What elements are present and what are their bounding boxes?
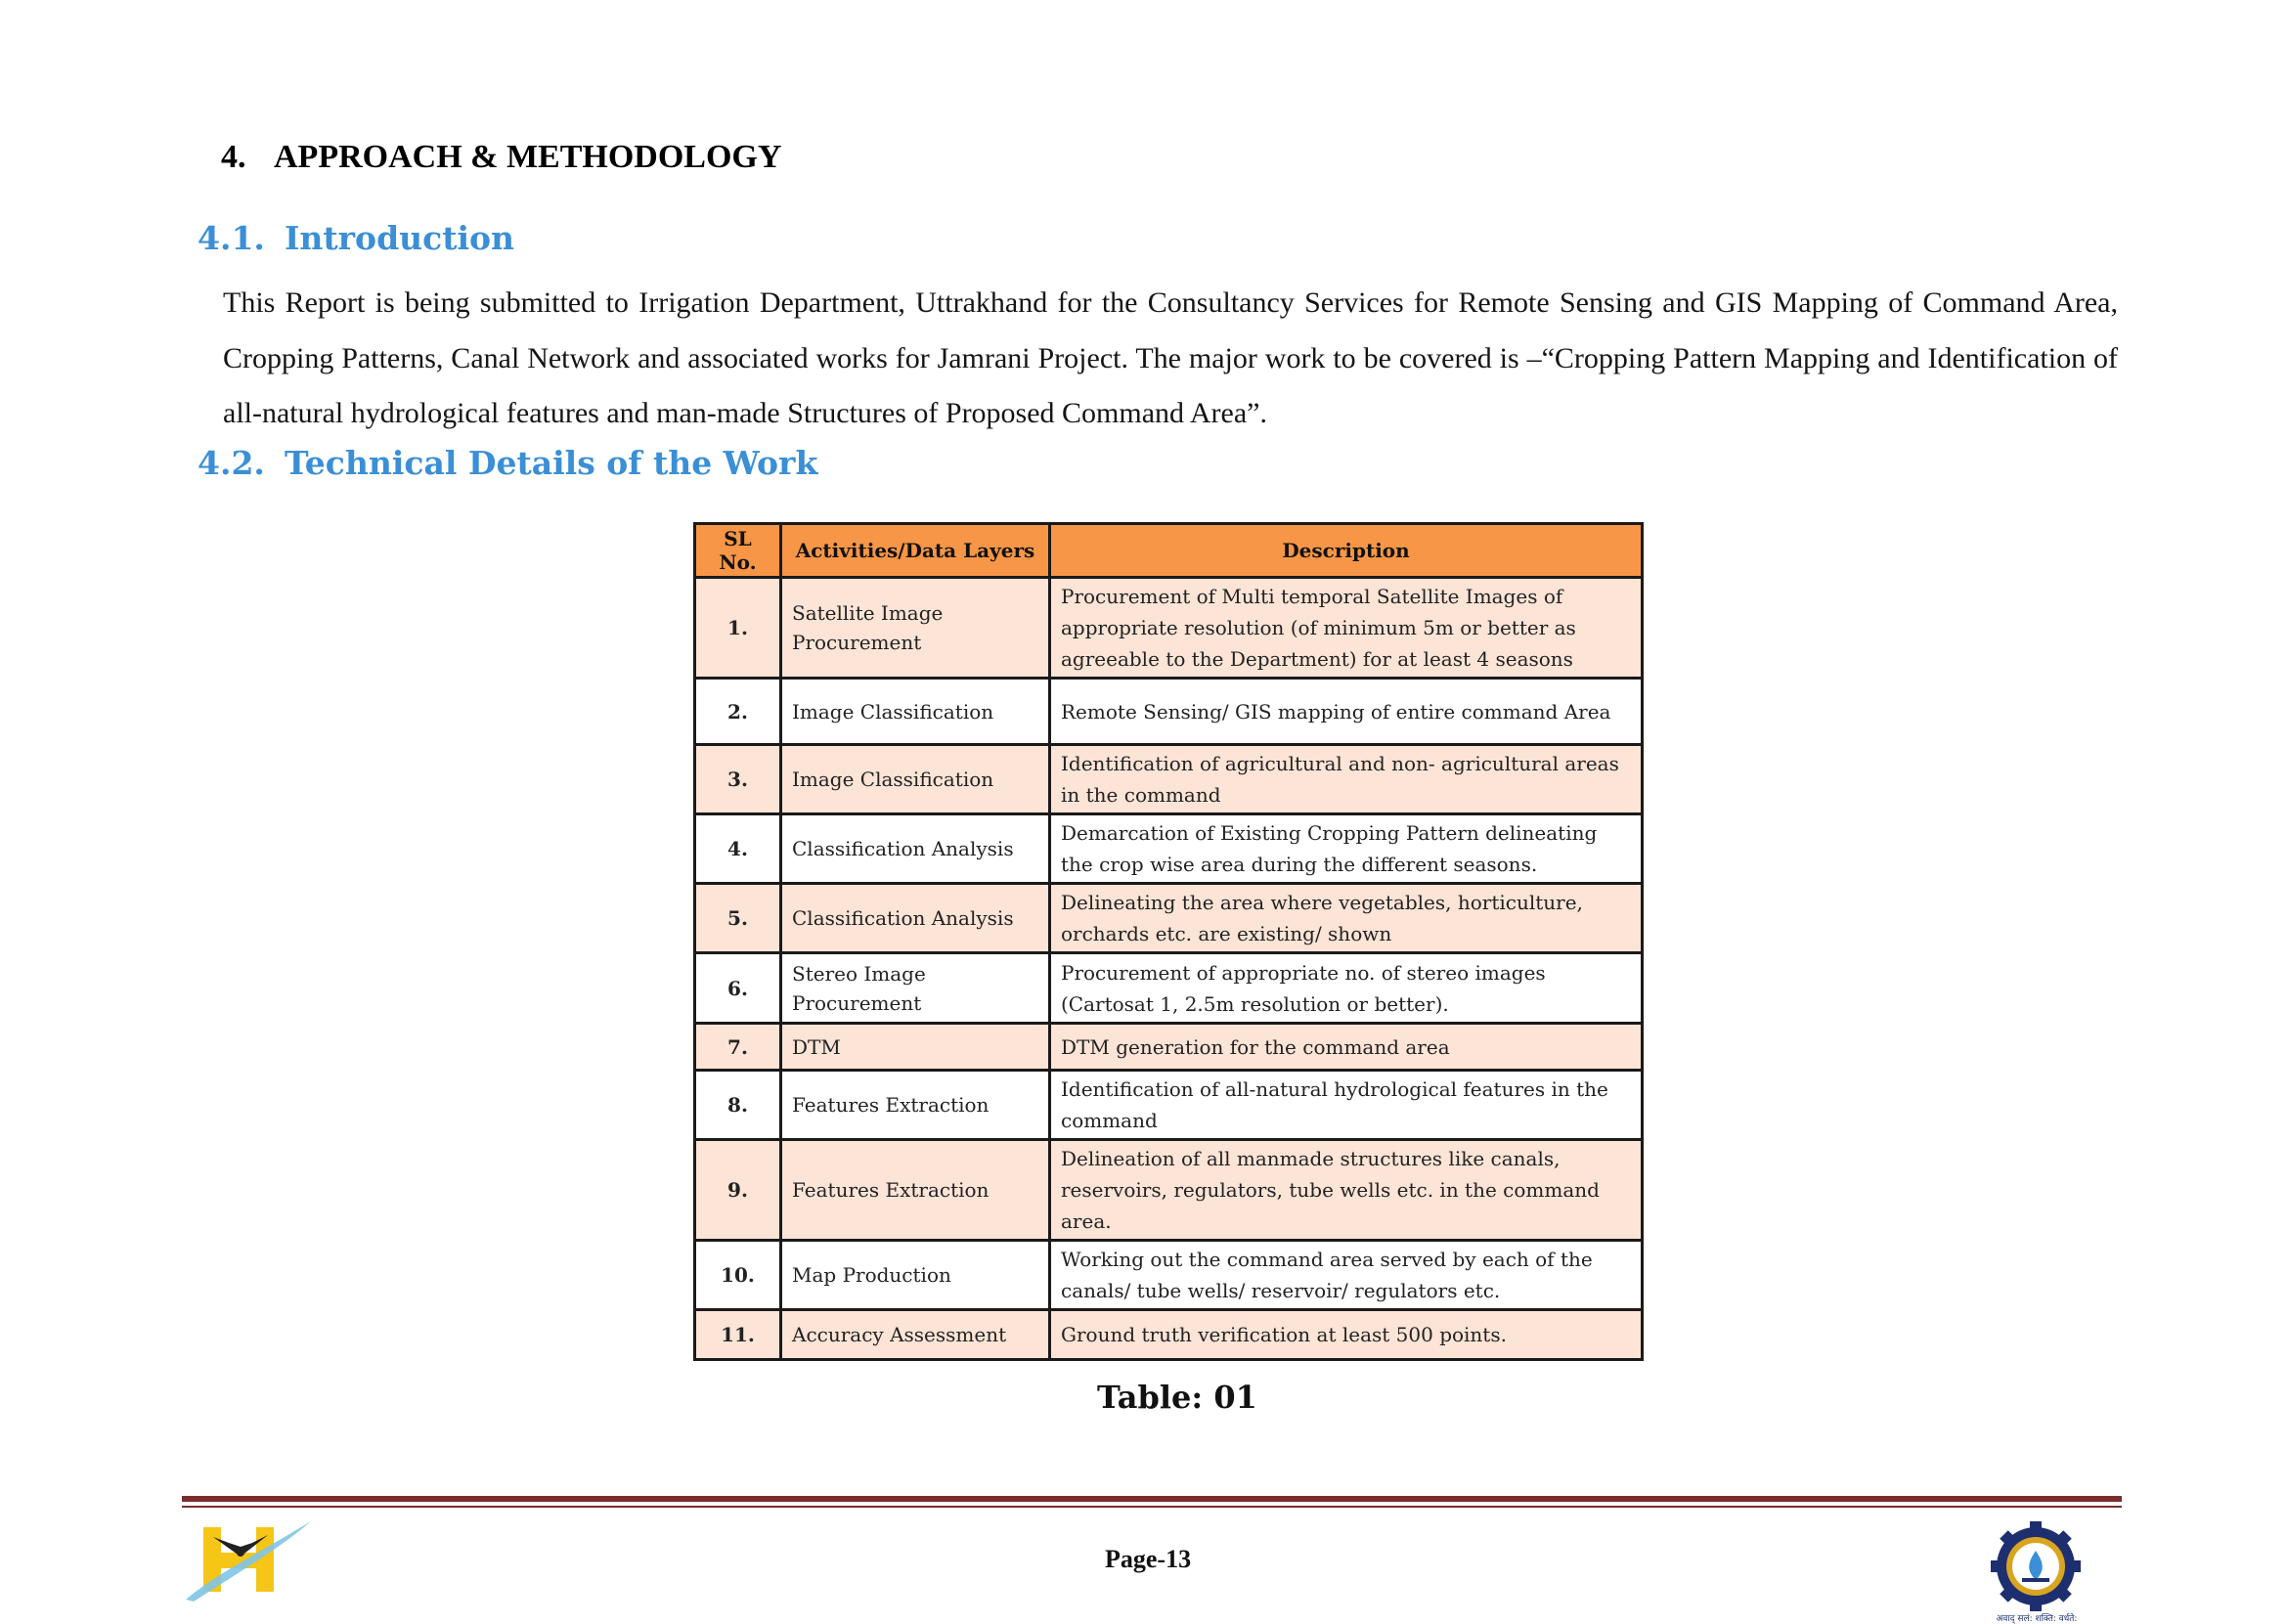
section-heading [221,139,781,176]
table-row [696,885,1641,954]
cell-description: Identification of agricultural and non- agricultural areas in the command [1051,746,1641,815]
cell-sl: 11. [696,1311,782,1358]
table-row [696,1242,1641,1311]
cell-sl: 8. [696,1072,782,1141]
footer-rule [182,1496,2122,1502]
header-description: Description [1051,525,1641,579]
technical-details-table [693,522,1644,1361]
emblem-tagline: अवाद् सलं: शक्ति: वर्धते: [1996,1614,2078,1624]
intro-number: 4.1. [198,219,265,257]
technical-heading [198,444,817,482]
table-row [696,1025,1641,1072]
cell-sl: 6. [696,954,782,1025]
cell-activity: Classification Analysis [782,815,1051,885]
cell-description: Delineation of all manmade structures like canals, reservoirs, regulators, tube wells etc. in the command area. [1051,1141,1641,1242]
intro-title: Introduction [285,219,515,257]
cell-description: DTM generation for the command area [1051,1025,1641,1072]
cell-description: Procurement of appropriate no. of stereo images (Cartosat 1, 2.5m resolution or better). [1051,954,1641,1025]
cell-description: Demarcation of Existing Cropping Pattern delineating the crop wise area during the different seasons. [1051,815,1641,885]
cell-description: Ground truth verification at least 500 points. [1051,1311,1641,1358]
table-row [696,815,1641,885]
table-row [696,1141,1641,1242]
page-number: Page-13 [1105,1545,1192,1573]
cell-activity: DTM [782,1025,1051,1072]
table-header-row [696,525,1641,579]
cell-activity: Classification Analysis [782,885,1051,954]
table-row [696,1072,1641,1141]
intro-paragraph: This Report is being submitted to Irrigation Department, Uttrakhand for the Consultancy Services for Remote Sensing and GIS Mapping of Command Area, Cropping Patterns, Canal Network and associated works for Jamrani Project. The major work to be covered is –“Cropping Pattern Mapping and Identification of all-natural hydrological features and man-made Structures of Proposed Command Area”. [223,286,2118,429]
section-number: 4. [221,139,246,175]
header-sl: SL No. [696,525,782,579]
technical-number: 4.2. [198,444,265,482]
technical-title: Technical Details of the Work [285,444,818,482]
cell-sl: 10. [696,1242,782,1311]
cell-sl: 5. [696,885,782,954]
cell-description: Working out the command area served by each of the canals/ tube wells/ reservoir/ regulators etc. [1051,1242,1641,1311]
table-row [696,954,1641,1025]
cell-description: Delineating the area where vegetables, horticulture, orchards etc. are existing/ shown [1051,885,1641,954]
cell-description: Identification of all-natural hydrological features in the command [1051,1072,1641,1141]
cell-activity: Accuracy Assessment [782,1311,1051,1358]
cell-activity: Image Classification [782,746,1051,815]
header-activity: Activities/Data Layers [782,525,1051,579]
table-row [696,579,1641,680]
cell-sl: 9. [696,1141,782,1242]
cell-description: Remote Sensing/ GIS mapping of entire command Area [1051,680,1641,746]
cell-sl: 1. [696,579,782,680]
hawk-h-logo-icon [184,1517,321,1610]
cell-sl: 4. [696,815,782,885]
table-row [696,1311,1641,1358]
cell-description: Procurement of Multi temporal Satellite Images of appropriate resolution (of minimum 5m or better as agreeable to the Department) for at least 4 seasons [1051,579,1641,680]
cell-activity: Features Extraction [782,1072,1051,1141]
gear-emblem-icon [1977,1521,2094,1624]
cell-activity: Stereo Image Procurement [782,954,1051,1025]
cell-activity: Satellite Image Procurement [782,579,1051,680]
cell-sl: 7. [696,1025,782,1072]
footer-rule-thin [182,1506,2122,1508]
section-title: APPROACH & METHODOLOGY [274,139,782,175]
intro-heading [198,219,514,257]
cell-activity: Features Extraction [782,1141,1051,1242]
cell-sl: 3. [696,746,782,815]
table-row [696,746,1641,815]
cell-activity: Map Production [782,1242,1051,1311]
cell-sl: 2. [696,680,782,746]
table-caption: Table: 01 [1097,1379,1257,1416]
table-row [696,680,1641,746]
cell-activity: Image Classification [782,680,1051,746]
